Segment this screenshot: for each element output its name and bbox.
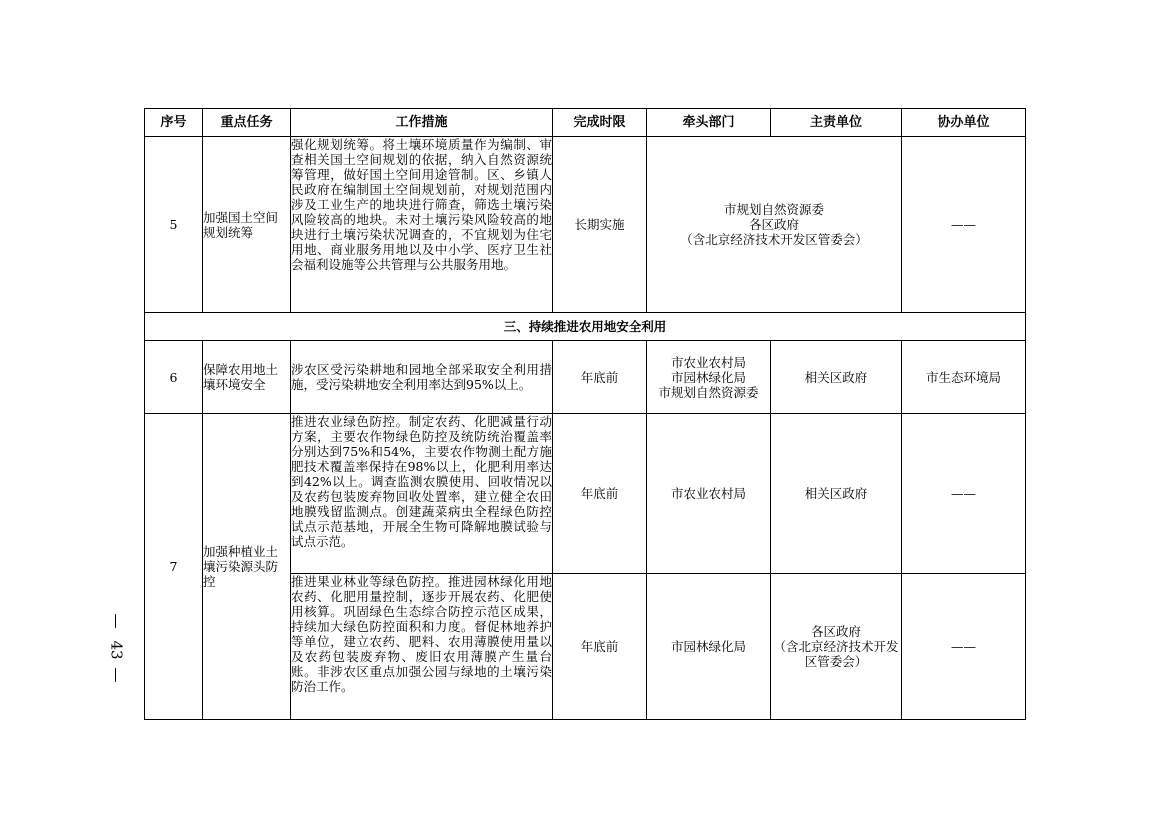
- page-number: [107, 612, 126, 683]
- header-responsible-unit: 主责单位: [771, 109, 902, 137]
- row-assist: ——: [902, 137, 1026, 313]
- table-row: [145, 414, 1026, 574]
- row-serial: 5: [145, 137, 203, 313]
- row-task: 保障农用地土壤环境安全: [203, 341, 291, 414]
- row-assist: ——: [902, 414, 1026, 574]
- table-header-row: [145, 109, 1026, 137]
- row-deadline: 长期实施: [553, 137, 647, 313]
- row-lead: 市农业农村局 市园林绿化局 市规划自然资源委: [647, 341, 771, 414]
- row-responsible: 相关区政府: [771, 414, 902, 574]
- row-lead: 市园林绿化局: [647, 574, 771, 720]
- row-responsible: 相关区政府: [771, 341, 902, 414]
- row-lead-and-responsible: 市规划自然资源委 各区政府 （含北京经济技术开发区管委会）: [647, 137, 902, 313]
- table-row: [145, 341, 1026, 414]
- row-measure: 推进果业林业等绿色防控。推进园林绿化用地农药、化肥用量控制，逐步开展农药、化肥使用核算。巩固绿色生态综合防控示范区成果，持续加大绿色防控面积和力度。督促林地养护等单位，建立农药、肥料、农用薄膜使用量以及农药包装废弃物、废旧农用薄膜产生量台账。非涉农区重点加强公园与绿地的土壤污染防治工作。: [291, 574, 553, 720]
- page-number-dash-top: —: [107, 613, 126, 629]
- header-serial: 序号: [145, 109, 203, 137]
- row-measure: 推进农业绿色防控。制定农药、化肥减量行动方案，主要农作物绿色防控及统防统治覆盖率分别达到75%和54%，主要农作物测土配方施肥技术覆盖率保持在98%以上，化肥利用率达到42%以上。调查监测农膜使用、回收情况以及农药包装废弃物回收处置率，建立健全农田地膜残留监测点。创建蔬菜病虫全程绿色防控试点示范基地，开展全生物可降解地膜试验与试点示范。: [291, 414, 553, 574]
- header-assisting-unit: 协办单位: [902, 109, 1026, 137]
- header-measures: 工作措施: [291, 109, 553, 137]
- row-task: 加强种植业土壤污染源头防控: [203, 414, 291, 720]
- section-row: [145, 313, 1026, 341]
- row-measure: 强化规划统筹。将土壤环境质量作为编制、审查相关国土空间规划的依据，纳入自然资源统筹管理，做好国土空间用途管制。区、乡镇人民政府在编制国土空间规划前，对规划范围内涉及工业生产的地块进行筛查，筛选土壤污染风险较高的地块。未对土壤污染风险较高的地块进行土壤污染状况调查的，不宜规划为住宅用地、商业服务用地以及中小学、医疗卫生社会福利设施等公共管理与公共服务用地。: [291, 137, 553, 313]
- work-plan-table: [144, 108, 1026, 720]
- row-serial: 6: [145, 341, 203, 414]
- row-assist: ——: [902, 574, 1026, 720]
- row-serial: 7: [145, 414, 203, 720]
- row-task: 加强国土空间规划统筹: [203, 137, 291, 313]
- page-number-value: 43: [107, 640, 126, 660]
- header-key-task: 重点任务: [203, 109, 291, 137]
- table-row: [145, 137, 1026, 313]
- row-assist: 市生态环境局: [902, 341, 1026, 414]
- section-heading: 三、持续推进农用地安全利用: [145, 313, 1026, 341]
- header-lead-dept: 牵头部门: [647, 109, 771, 137]
- header-deadline: 完成时限: [553, 109, 647, 137]
- row-deadline: 年底前: [553, 341, 647, 414]
- page-number-dash-bottom: —: [107, 667, 126, 683]
- row-measure: 涉农区受污染耕地和园地全部采取安全利用措施，受污染耕地安全利用率达到95%以上。: [291, 341, 553, 414]
- row-deadline: 年底前: [553, 574, 647, 720]
- row-lead: 市农业农村局: [647, 414, 771, 574]
- row-responsible: 各区政府 （含北京经济技术开发区管委会）: [771, 574, 902, 720]
- row-deadline: 年底前: [553, 414, 647, 574]
